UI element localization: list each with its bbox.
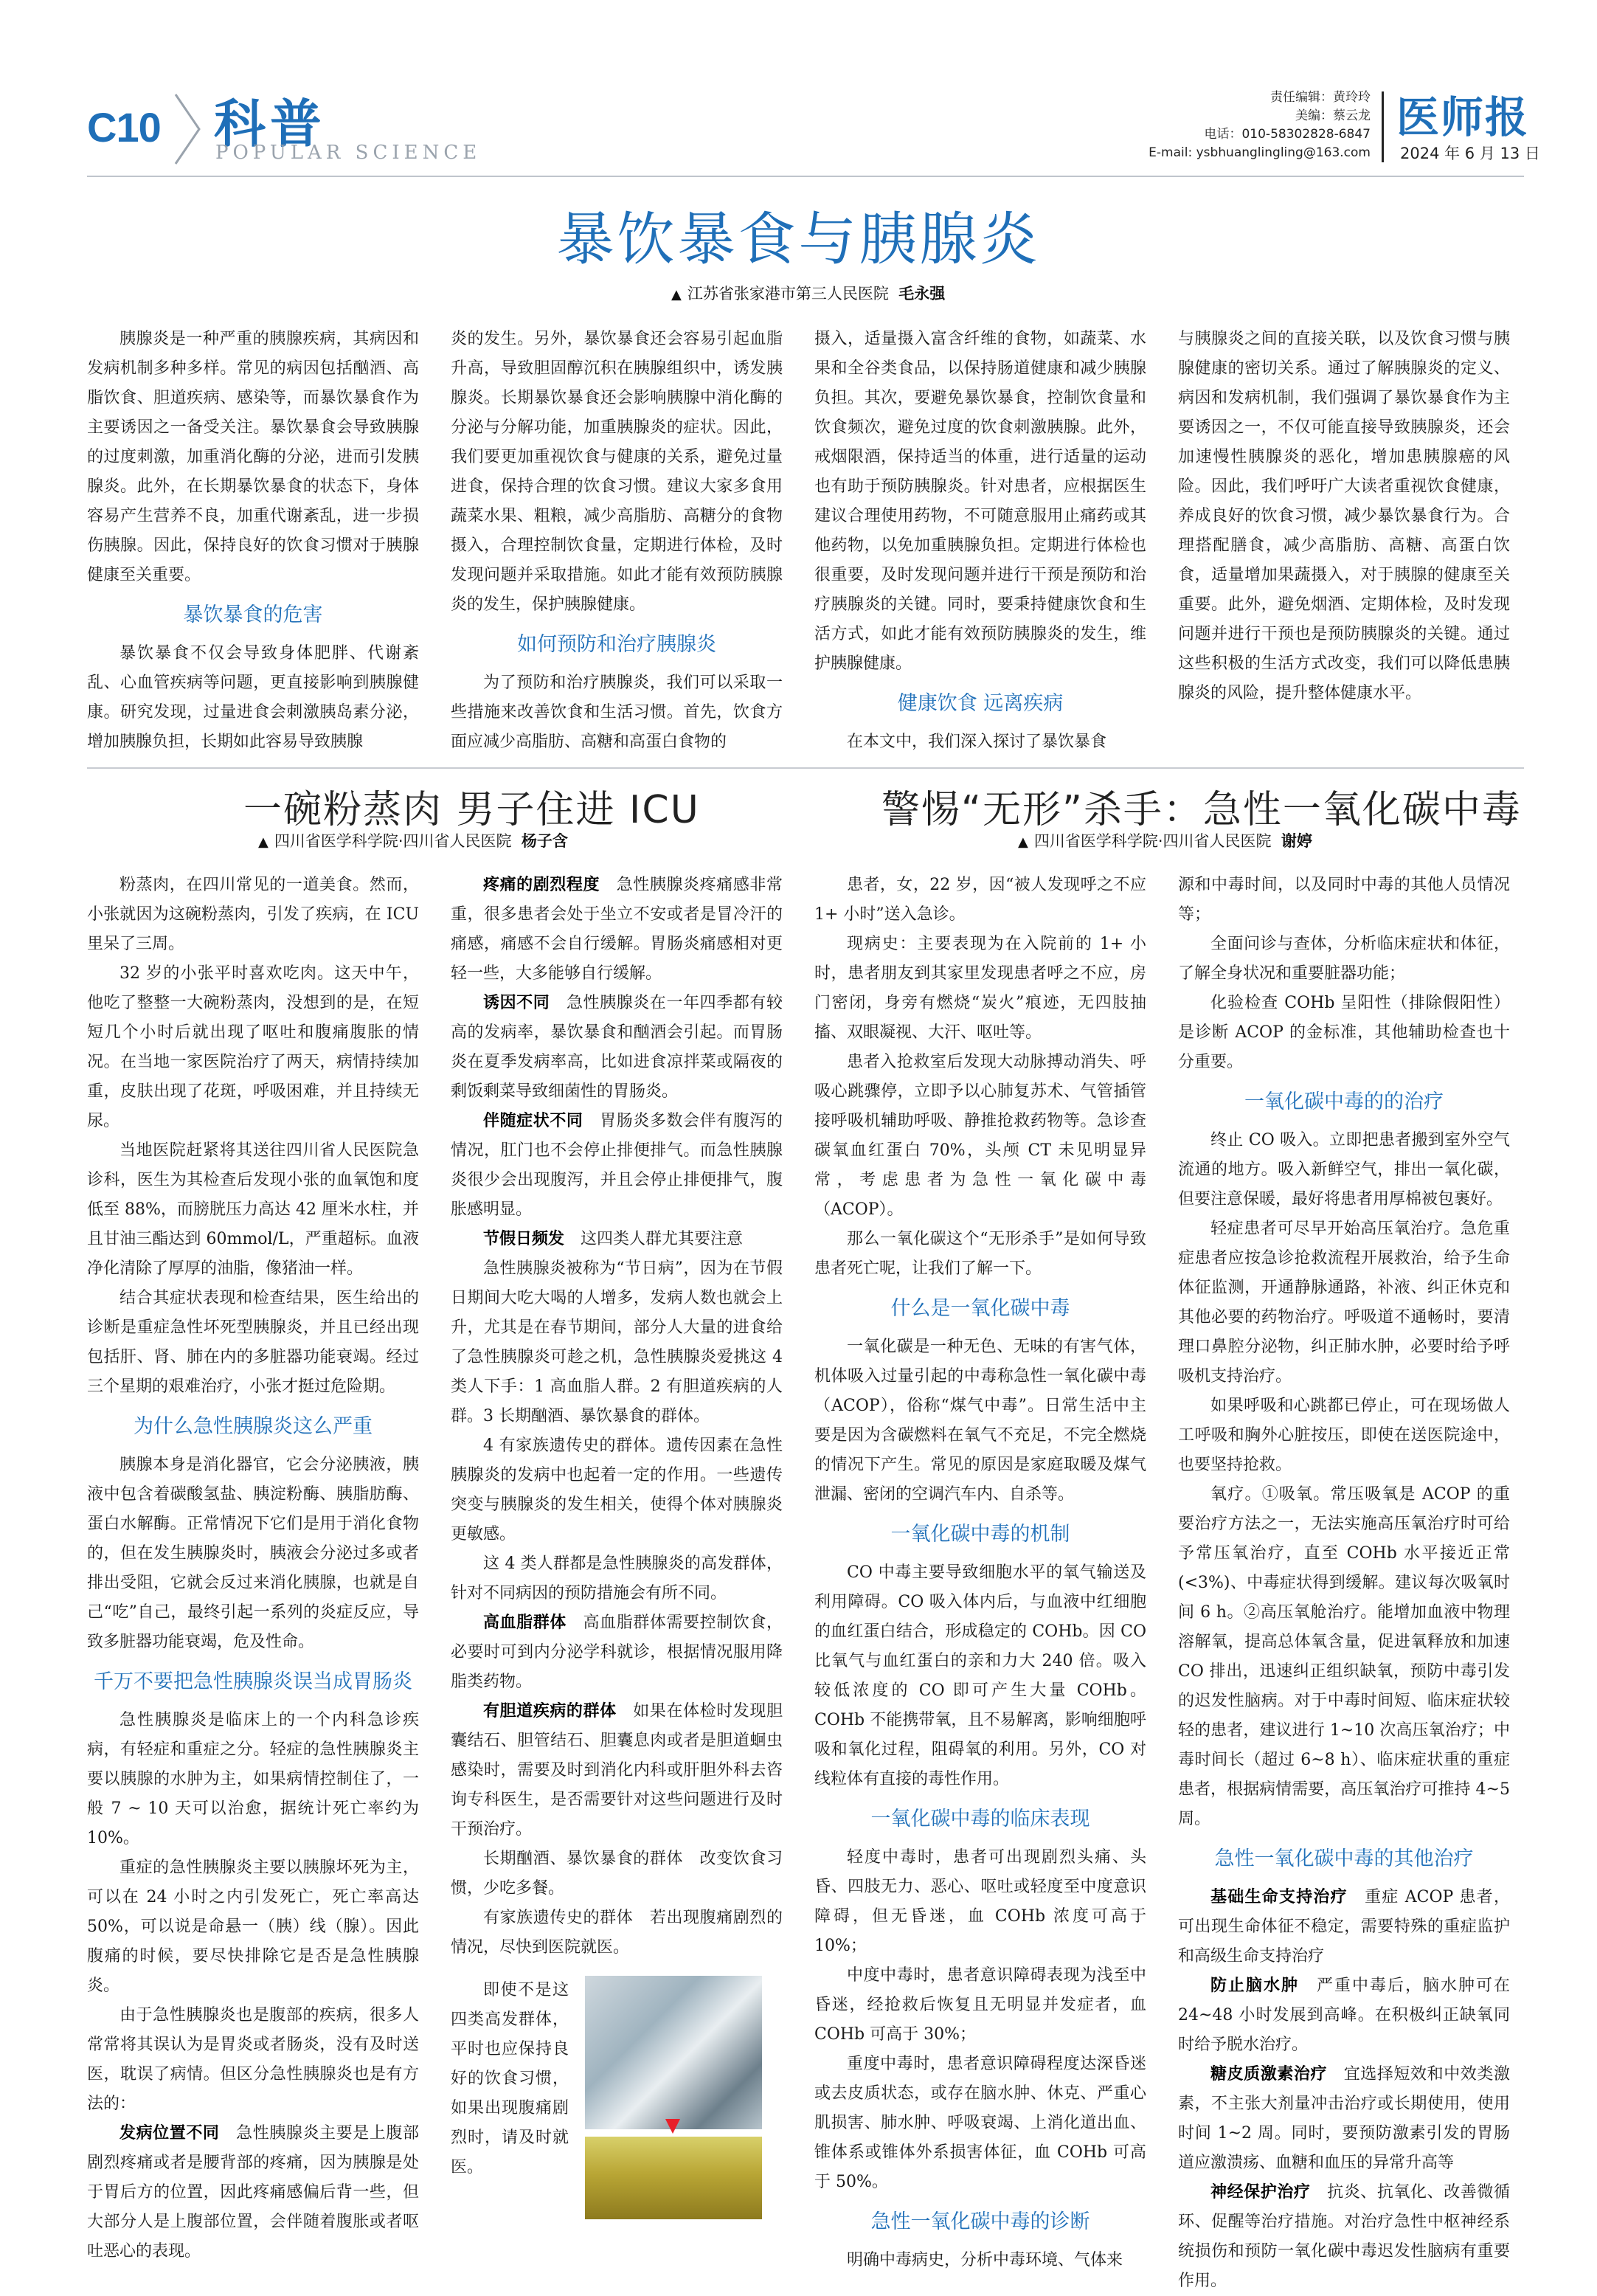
paragraph: 胰腺本身是消化器官，它会分泌胰液，胰液中包含着碳酸氢盐、胰淀粉酶、胰脂肪酶、蛋白水解酶。正常情况下它们是用于消化食物的，但在发生胰腺炎时，胰液会分泌过多或者排出受阻，它就会反过来消化胰腺，也就是自己“吃”自己，最终引起一系列的炎症反应，导致多脏器功能衰竭，危及性命。 <box>87 1456 419 1651</box>
subheading: 为什么急性胰腺炎这么严重 <box>134 1415 373 1438</box>
article3-column-2 <box>1178 871 1510 2290</box>
lead-phrase: 诱因不同 <box>483 994 550 1012</box>
header-divider <box>1382 91 1384 162</box>
article1-column-2 <box>451 325 783 760</box>
page-number: C10 <box>87 104 161 151</box>
paragraph <box>451 1225 783 1254</box>
subheading: 一氧化碳中毒的临床表现 <box>870 1808 1090 1830</box>
paragraph: 重度中毒时，患者意识障碍程度达深昏迷或去皮质状态，或存在脑水肿、休克、严重心肌损害、肺水肿、呼吸衰竭、上消化道出血、锥体系或锥体外系损害体征，血 COHb 可高于 50%。 <box>814 2055 1146 2191</box>
paragraph: 轻度中毒时，患者可出现剧烈头痛、头昏、四肢无力、恶心、呕吐或轻度至中度意识障碍，但无昏迷，血 COHb 浓度可高于 10%； <box>814 1848 1146 1955</box>
paragraph <box>451 1697 783 1844</box>
paragraph: 终止 CO 吸入。立即把患者搬到室外空气流通的地方。吸入新鲜空气，排出一氧化碳，但要注意保暖，最好将患者用厚棉被包裹好。 <box>1178 1131 1510 1208</box>
paragraph: 摄入，适量摄入富含纤维的食物，如蔬菜、水果和全谷类食品，以保持肠道健康和减少胰腺负担。其次，要避免暴饮暴食，控制饮食量和饮食频次，避免过度的饮食刺激胰腺。此外，戒烟限酒，保持适当的体重，进行适量的运动也有助于预防胰腺炎。针对患者，应根据医生建议合理使用药物，不可随意服用止痛药或其他药物，以免加重胰腺负担。定期进行体检也很重要，及时发现问题并进行干预是预防和治疗胰腺炎的关键。同时，要秉持健康饮食和生活方式，如此才能有效预防胰腺炎的发生，维护胰腺健康。 <box>814 330 1146 673</box>
paragraph: 为了预防和治疗胰腺炎，我们可以采取一些措施来改善饮食和生活习惯。首先，饮食方面应减少高脂肪、高糖和高蛋白食物的 <box>451 674 783 751</box>
lead-phrase: 节假日频发 <box>483 1230 565 1248</box>
paragraph <box>1178 1883 1510 1971</box>
paragraph: 明确中毒病史，分析中毒环境、气体来 <box>847 2251 1123 2269</box>
lead-phrase: 伴随症状不同 <box>483 1112 583 1130</box>
chevron-right-icon <box>171 89 205 170</box>
paragraph: 与胰腺炎之间的直接关联，以及饮食习惯与胰腺健康的密切关系。通过了解胰腺炎的定义、病因和发病机制，我们强调了暴饮暴食作为主要诱因之一，不仅可能直接导致胰腺炎，还会加速慢性胰腺炎的恶化，增加患胰腺癌的风险。因此，我们呼吁广大读者重视饮食健康，养成良好的饮食习惯，减少暴饮暴食行为。合理搭配膳食，减少高脂肪、高糖、高蛋白饮食，适量增加果蔬摄入，对于胰腺的健康至关重要。此外，避免烟酒、定期体检，及时发现问题并进行干预也是预防胰腺炎的关键。通过这些积极的生活方式改变，我们可以降低患胰腺炎的风险，提升整体健康水平。 <box>1178 330 1510 702</box>
paragraph: 粉蒸肉，在四川常见的一道美食。然而，小张就因为这碗粉蒸肉，引发了疾病，在 ICU 里呆了三周。 <box>87 876 419 953</box>
paragraph: 在本文中，我们深入探讨了暴饮暴食 <box>847 733 1107 751</box>
article3-title: 警惕“无形”杀手：急性一氧化碳中毒 <box>881 788 1522 832</box>
paragraph: 炎的发生。另外，暴饮暴食还会容易引起血脂升高，导致胆固醇沉积在胰腺组织中，诱发胰腺炎。长期暴饮暴食还会影响胰腺中消化酶的分泌与分解功能，加重胰腺炎的症状。因此，我们要更加重视饮食与健康的关系，避免过量进食，保持合理的饮食习惯。建议大家多食用蔬菜水果、粗粮，减少高脂肪、高糖分的食物摄入，合理控制饮食量，定期进行体检，及时发现问题并采取措施。如此才能有效预防胰腺炎的发生，保护胰腺健康。 <box>451 330 783 614</box>
lead-phrase: 疼痛的剧烈程度 <box>483 876 600 894</box>
issue-date: 2024 年 6 月 13 日 <box>1400 145 1540 162</box>
paragraph: 当地医院赶紧将其送往四川省人民医院急诊科，医生为其检查后发现小张的血氧饱和度低至 88%，而膀胱压力高达 42 厘米水柱，并且甘油三酯达到 60mmol/L，严重超标。血液净化清除了厚厚的油脂，像猪油一样。 <box>87 1141 419 1278</box>
subheading: 如何预防和治疗胰腺炎 <box>517 633 716 656</box>
byline-org: 江苏省张家港市第三人民医院 <box>687 285 889 302</box>
icu-photo <box>585 1976 762 2129</box>
paragraph <box>1178 2060 1510 2178</box>
paragraph: 化验检查 COHb 呈阳性（排除假阳性）是诊断 ACOP 的金标准，其他辅助检查也十分重要。 <box>1178 994 1510 1071</box>
paragraph <box>451 1107 783 1225</box>
paragraph: 即使不是这四类高发群体，平时也应保持良好的饮食习惯，如果出现腹痛剧烈时，请及时就医。 <box>451 1981 569 2176</box>
paragraph: 这 4 类人群都是急性胰腺炎的高发群体，针对不同病因的预防措施会有所不同。 <box>451 1555 783 1602</box>
article1-column-4 <box>1178 325 1510 760</box>
paragraph-text: 急性胰腺炎在一年四季都有较高的发病率，暴饮暴食和酗酒会引起。而胃肠炎在夏季发病率高，比如进食凉拌菜或隔夜的剩饭剩菜导致细菌性的胃肠炎。 <box>451 994 783 1101</box>
paragraph: 氧疗。①吸氧。常压吸氧是 ACOP 的重要治疗方法之一，无法实施高压氧治疗时可给予常压氧治疗，直至 COHb 水平接近正常(<3%)、中毒症状得到缓解。建议每次吸氧时间 6 h。②高压氧舱治疗。能增加血液中物理溶解氧，提高总体氧含量，促进氧释放和加速 CO 排出，迅速纠正组织缺氧，预防中毒引发的迟发性脑病。对于中毒时间短、临床症状较轻的患者，建议进行 1~10 次高压氧治疗；中毒时间长（超过 6~8 h）、临床症状重的重症患者，根据病情需要，高压氧治疗可推持 4~5 周。 <box>1178 1485 1510 1828</box>
paragraph-text: 这四类人群尤其要注意 <box>581 1230 744 1248</box>
paragraph: 4 有家族遗传史的群体。遗传因素在急性胰腺炎的发病中也起着一定的作用。一些遗传突变与胰腺炎的发生相关，使得个体对胰腺炎更敏感。 <box>451 1436 783 1543</box>
paragraph: 有家族遗传史的群体 若出现腹痛剧烈的情况，尽快到医院就医。 <box>451 1909 783 1957</box>
paragraph: 暴饮暴食不仅会导致身体肥胖、代谢紊乱、心血管疾病等问题，更直接影响到胰腺健康。研究发现，过量进食会刺激胰岛素分泌，增加胰腺负担，长期如此容易导致胰腺 <box>87 644 419 751</box>
article1-byline <box>671 282 945 304</box>
article2-column-1 <box>87 871 419 2261</box>
subheading: 一氧化碳中毒的机制 <box>890 1523 1070 1546</box>
paragraph <box>451 1608 783 1697</box>
byline-author: 毛永强 <box>898 285 946 302</box>
lead-phrase: 高血脂群体 <box>483 1614 567 1632</box>
subheading: 暴饮暴食的危害 <box>183 604 323 626</box>
paragraph: CO 中毒主要导致细胞水平的氧气输送及利用障碍。CO 吸入体内后，与血液中红细胞的血红蛋白结合，形成稳定的 COHb。因 CO 比氧气与血红蛋白的亲和力大 240 倍。吸入较低浓度的 CO 即可产生大量 COHb。COHb 不能携带氧，且不易解离，影响细胞呼吸和氧化过程，阻碍氧的利用。另外，CO 对线粒体有直接的毒性作用。 <box>814 1563 1146 1788</box>
paragraph: 胰腺炎是一种严重的胰腺疾病，其病因和发病机制多种多样。常见的病因包括酗酒、高脂饮食、胆道疾病、感染等，而暴饮暴食作为主要诱因之一备受关注。暴饮暴食会导致胰腺的过度刺激，加重消化酶的分泌，进而引发胰腺炎。此外，在长期暴饮暴食的状态下，身体容易产生营养不良，加重代谢紊乱，进一步损伤胰腺。因此，保持良好的饮食习惯对于胰腺健康至关重要。 <box>87 330 419 584</box>
paragraph-text: 如果在体检时发现胆囊结石、胆管结石、胆囊息肉或者是胆道蛔虫感染时，需要及时到消化内科或肝胆外科去咨询专科医生，是否需要针对这些问题进行及时干预治疗。 <box>451 1702 783 1839</box>
paragraph: 32 岁的小张平时喜欢吃肉。这天中午，他吃了整整一大碗粉蒸肉，没想到的是，在短短几个小时后就出现了呕吐和腹痛腹胀的情况。在当地一家医院治疗了两天，病情持续加重，皮肤出现了花斑，呼吸困难，并且持续无尿。 <box>87 964 419 1130</box>
subheading: 急性一氧化碳中毒的诊断 <box>870 2210 1090 2233</box>
paragraph: 急性胰腺炎被称为“节日病”，因为在节假日期间大吃大喝的人增多，发病人数也就会上升，尤其是在春节期间，部分人大量的进食给了急性胰腺炎可趁之机，急性胰腺炎爱挑这 4 类人下手：1 高血脂人群。2 有胆道疾病的人群。3 长期酗酒、暴饮暴食的群体。 <box>451 1259 783 1425</box>
subheading: 千万不要把急性胰腺炎误当成胃肠炎 <box>94 1670 412 1693</box>
triangle-icon: ▲ <box>671 287 682 302</box>
triangle-icon: ▲ <box>258 834 269 850</box>
paragraph: 那么一氧化碳这个“无形杀手”是如何导致患者死亡呢，让我们了解一下。 <box>814 1230 1146 1278</box>
paragraph: 如果呼吸和心跳都已停止，可在现场做人工呼吸和胸外心脏按压，即使在送医院途中，也要坚持抢救。 <box>1178 1397 1510 1474</box>
byline-org: 四川省医学科学院·四川省人民医院 <box>274 832 512 850</box>
paragraph: 源和中毒时间，以及同时中毒的其他人员情况等； <box>1178 876 1510 924</box>
editor-info <box>1120 89 1371 162</box>
paragraph: 由于急性胰腺炎也是腹部的疾病，很多人常常将其误认为是胃炎或者肠炎，没有及时送医，耽误了病情。但区分急性胰腺炎也是有方法的： <box>87 2006 419 2113</box>
subheading: 一氧化碳中毒的的治疗 <box>1244 1090 1444 1113</box>
red-arrow-icon <box>665 2119 680 2134</box>
subheading: 健康饮食 远离疾病 <box>897 692 1064 715</box>
paragraph-text: 抗炎、抗氧化、改善微循环、促醒等治疗措施。对治疗急性中枢神经系统损伤和预防一氧化碳中毒迟发性脑病有重要作用。 <box>1178 2183 1510 2290</box>
paragraph-text: 急性胰腺炎主要是上腹部剧烈疼痛或者是腰背部的疼痛，因为胰腺是处于胃后方的位置，因此疼痛感偏后背一些，但大部分人是上腹部位置，会伴随着腹胀或者呕吐恶心的表现。 <box>87 2124 419 2261</box>
paragraph <box>451 989 783 1107</box>
article3-byline <box>1018 829 1312 851</box>
paragraph: 轻症患者可尽早开始高压氧治疗。急危重症患者应按急诊抢救流程开展救治，给予生命体征监测，开通静脉通路，补液、纠正休克和其他必要的药物治疗。呼吸道不通畅时，要清理口鼻腔分泌物，纠正肺水肿，必要时给予呼吸机支持治疗。 <box>1178 1220 1510 1386</box>
article2-photo-caption-text <box>451 1976 569 2227</box>
article2-byline <box>258 829 568 851</box>
phone-line: 电话：010-58302828-6847 <box>1204 127 1371 142</box>
lead-phrase: 糖皮质激素治疗 <box>1210 2065 1328 2084</box>
lipid-blood-photo <box>585 2137 762 2219</box>
paragraph: 重症的急性胰腺炎主要以胰腺坏死为主，可以在 24 小时之内引发死亡，死亡率高达 50%，可以说是命悬一（胰）线（腺）。因此腹痛的时候，要尽快排除它是否是急性胰腺炎。 <box>87 1858 419 1995</box>
newspaper-logo: 医师报 <box>1396 92 1530 142</box>
paragraph: 长期酗酒、暴饮暴食的群体 改变饮食习惯，少吃多餐。 <box>451 1850 783 1898</box>
section-subtitle: POPULAR SCIENCE <box>215 142 482 164</box>
lead-phrase: 发病位置不同 <box>119 2124 220 2143</box>
paragraph: 患者，女，22 岁，因“被人发现呼之不应 1+ 小时”送入急诊。 <box>814 876 1146 924</box>
paragraph: 患者入抢救室后发现大动脉搏动消失、呼吸心跳骤停，立即予以心肺复苏术、气管插管接呼吸机辅助呼吸、静推抢救药物等。急诊查碳氧血红蛋白 70%，头颅 CT 未见明显异常，考虑患者为急性一氧化碳中毒（ACOP）。 <box>814 1053 1146 1219</box>
byline-author: 杨子含 <box>521 832 568 850</box>
paragraph-text: 胃肠炎多数会伴有腹泻的情况，肛门也不会停止排便排气。而急性胰腺炎很少会出现腹泻，并且会停止排便排气，腹胀感明显。 <box>451 1112 783 1219</box>
article3-column-1 <box>814 871 1146 2269</box>
paragraph: 结合其症状表现和检查结果，医生给出的诊断是重症急性坏死型胰腺炎，并且已经出现包括肝、肾、肺在内的多脏器功能衰竭。经过三个星期的艰难治疗，小张才挺过危险期。 <box>87 1289 419 1396</box>
article-divider <box>87 767 1524 769</box>
paragraph <box>87 2119 419 2266</box>
lead-phrase: 有胆道疾病的群体 <box>483 1702 617 1721</box>
paragraph-text: 高血脂群体需要控制饮食，必要时可到内分泌学科就诊，根据情况服用降脂类药物。 <box>451 1614 783 1691</box>
paragraph: 急性胰腺炎是临床上的一个内科急诊疾病，有轻症和重症之分。轻症的急性胰腺炎主要以胰腺的水肿为主，如果病情控制住了，一般 7 ~ 10 天可以治愈，据统计死亡率约为 10%。 <box>87 1711 419 1847</box>
paragraph: 现病史：主要表现为在入院前的 1+ 小时，患者朋友到其家里发现患者呼之不应，房门密闭，身旁有燃烧“炭火”痕迹，无四肢抽搐、双眼凝视、大汗、呕吐等。 <box>814 935 1146 1042</box>
header-rule <box>87 176 1524 177</box>
paragraph-text: 严重中毒后，脑水肿可在 24~48 小时发展到高峰。在积极纠正缺氧同时给予脱水治疗。 <box>1178 1977 1510 2054</box>
paragraph: 中度中毒时，患者意识障碍表现为浅至中昏迷，经抢救后恢复且无明显并发症者，血 COHb 可高于 30%； <box>814 1966 1146 2044</box>
article1-column-3 <box>814 325 1146 760</box>
byline-author: 谢婷 <box>1281 832 1312 850</box>
paragraph <box>1178 1971 1510 2060</box>
byline-org: 四川省医学科学院·四川省人民医院 <box>1033 832 1272 850</box>
lead-phrase: 防止脑水肿 <box>1210 1977 1299 1995</box>
lead-phrase: 神经保护治疗 <box>1210 2183 1311 2202</box>
triangle-icon: ▲ <box>1018 834 1028 850</box>
paragraph: 一氧化碳是一种无色、无味的有害气体，机体吸入过量引起的中毒称急性一氧化碳中毒（ACOP），俗称“煤气中毒”。日常生活中主要是因为含碳燃料在氧气不充足，不完全燃烧的情况下产生。常见的原因是家庭取暖及煤气泄漏、密闭的空调汽车内、自杀等。 <box>814 1338 1146 1504</box>
article1-column-1 <box>87 325 419 760</box>
article2-title: 一碗粉蒸肉 男子住进 ICU <box>243 788 700 832</box>
paragraph: 全面问诊与查体，分析临床症状和体征，了解全身状况和重要脏器功能； <box>1178 935 1510 983</box>
paragraph-text: 重症 ACOP 患者，可出现生命体征不稳定，需要特殊的重症监护和高级生命支持治疗 <box>1178 1888 1510 1965</box>
subheading: 急性一氧化碳中毒的其他治疗 <box>1214 1847 1474 1870</box>
paragraph-text: 宜选择短效和中效类激素，不主张大剂量冲击治疗或长期使用，使用时间 1~2 周。同时，要预防激素引发的胃肠道应激溃疡、血糖和血压的异常升高等 <box>1178 2065 1510 2172</box>
article1-title: 暴饮暴食与胰腺炎 <box>556 207 1041 273</box>
paragraph <box>1178 2178 1510 2296</box>
paragraph <box>451 871 783 989</box>
subheading: 什么是一氧化碳中毒 <box>890 1297 1070 1320</box>
email-line: E-mail: ysbhuanglingling@163.com <box>1149 145 1371 160</box>
lead-phrase: 基础生命支持治疗 <box>1210 1888 1348 1906</box>
paragraph-text: 急性胰腺炎疼痛感非常重，很多患者会处于坐立不安或者是冒冷汗的痛感，痛感不会自行缓解。胃肠炎痛感相对更轻一些，大多能够自行缓解。 <box>451 876 783 983</box>
editor-line: 责任编辑：黄玲玲 <box>1270 90 1371 105</box>
section-title: 科普 <box>214 94 326 154</box>
designer-line: 美编：蔡云龙 <box>1295 108 1371 123</box>
